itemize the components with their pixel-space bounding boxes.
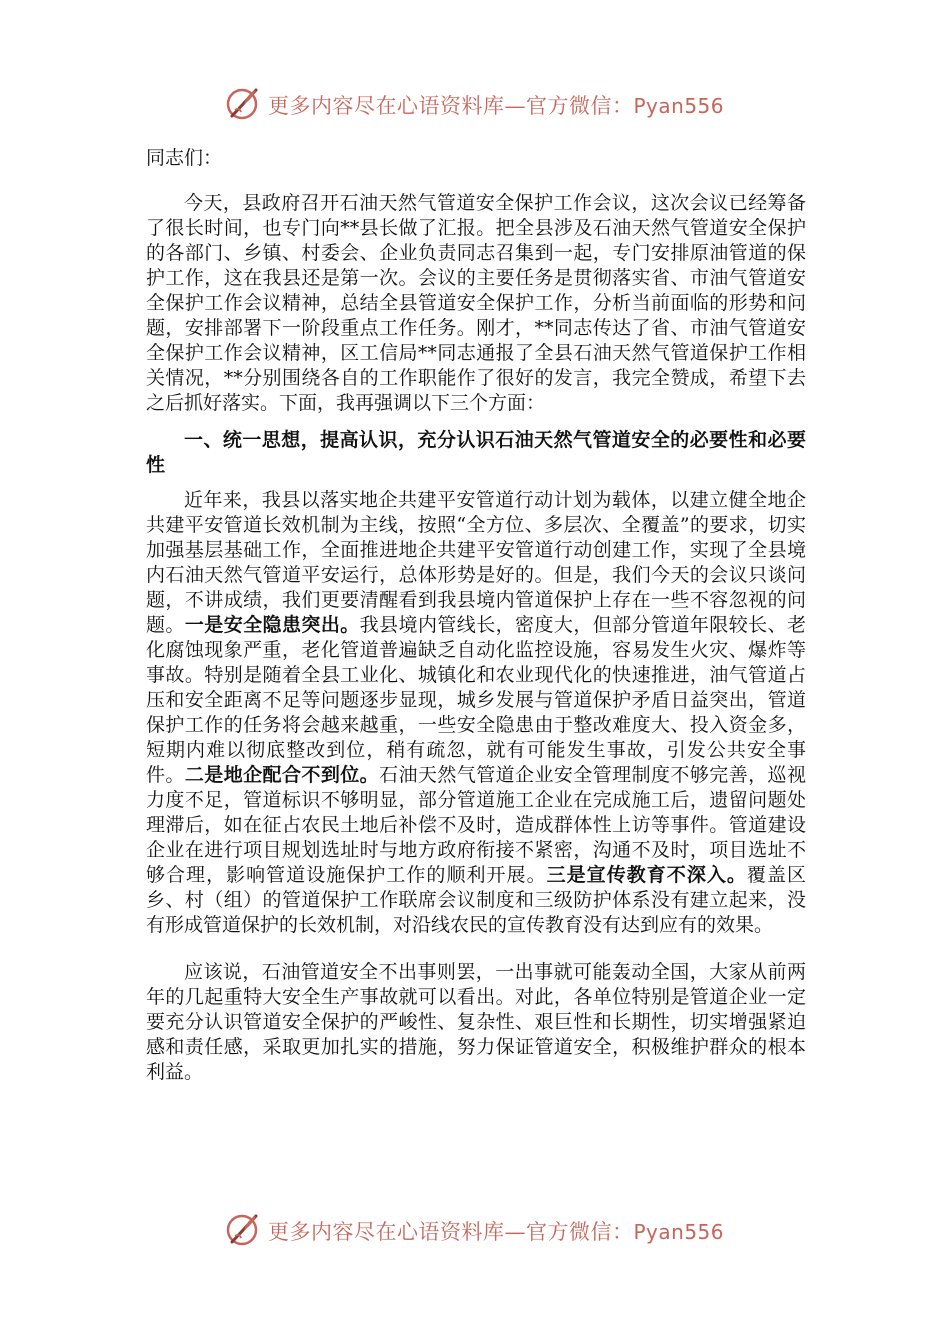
watermark-wechat-id: Pyan556 [633,94,725,118]
watermark-label: 更多内容尽在心语资料库—官方微信： [268,94,634,118]
problem-1-text: 我县境内管线长，密度大，但部分管道年限较长、老化腐蚀现象严重，老化管道普遍缺乏自动化监控设施，容易发生火灾、爆炸等事故。特别是随着全县工业化、城镇化和农业现代化的快速推进，油气管道占压和安全距离不足等问题逐步显现，城乡发展与管道保护矛盾日益突出，管道保护工作的任务将会越来越重，一些安全隐患由于整改难度大、投入资金多，短期内难以彻底整改到位，稍有疏忽，就有可能发生事故，引发公共安全事件。 [146,614,806,786]
watermark-label: 更多内容尽在心语资料库—官方微信： [268,1220,634,1244]
watermark-text [268,1216,724,1246]
intro-paragraph: 今天，县政府召开石油天然气管道安全保护工作会议，这次会议已经筹备了很长时间，也专门向**县长做了汇报。把全县涉及石油天然气管道安全保护的各部门、乡镇、村委会、企业负责同志召集到一起，专门安排原油管道的保护工作，这在我县还是第一次。会议的主要任务是贯彻落实省、市油气管道安全保护工作会议精神，总结全县管道安全保护工作，分析当前面临的形势和问题，安排部署下一阶段重点工作任务。刚才，**同志传达了省、市油气管道安全保护工作会议精神，区工信局**同志通报了全县石油天然气管道保护工作相关情况，**分别围绕各自的工作职能作了很好的发言，我完全赞成，希望下去之后抓好落实。下面，我再强调以下三个方面： [146,192,806,414]
problem-2-highlight: 二是地企配合不到位。 [184,764,380,786]
quill-logo-icon [226,1212,262,1248]
problem-2-text: 石油天然气管道企业安全管理制度不够完善，巡视力度不足，管道标识不够明显，部分管道施工企业在完成施工后，遗留问题处理滞后，如在征占农民土地后补偿不及时，造成群体性上访等事件。管道建设企业在进行项目规划选址时与地方政府衔接不紧密，沟通不及时，项目选址不够合理，影响管道设施保护工作的顺利开展。 [146,764,806,886]
problem-3-highlight: 三是宣传教育不深入。 [546,864,747,886]
watermark-text [268,90,724,120]
quill-logo-icon [226,86,262,122]
section-1-heading: 一、统一思想，提高认识，充分认识石油天然气管道安全的必要性和必要性 [146,429,806,476]
conclusion-paragraph: 应该说，石油管道安全不出事则罢，一出事就可能轰动全国，大家从前两年的几起重特大安全生产事故就可以看出。对此，各单位特别是管道企业一定要充分认识管道安全保护的严峻性、复杂性、艰巨性和长期性，切实增强紧迫感和责任感，采取更加扎实的措施，努力保证管道安全，积极维护群众的根本利益。 [146,961,806,1083]
watermark-wechat-id: Pyan556 [633,1220,725,1244]
problems-intro-text: 近年来，我县以落实地企共建平安管道行动计划为载体，以建立健全地企共建平安管道长效机制为主线，按照“全方位、多层次、全覆盖”的要求，切实加强基层基础工作，全面推进地企共建平安管道行动创建工作，实现了全县境内石油天然气管道平安运行，总体形势是好的。但是，我们今天的会议只谈问题，不讲成绩，我们更要清醒看到我县境内管道保护上存在一些不容忽视的问题。 [146,489,806,636]
problem-3-text: 覆盖区乡、村（组）的管道保护工作联席会议制度和三级防护体系没有建立起来，没有形成管道保护的长效机制，对沿线农民的宣传教育没有达到应有的效果。 [146,864,806,936]
document-body [146,146,806,1097]
problems-paragraph [146,488,806,938]
salutation: 同志们： [146,147,223,169]
problem-1-highlight: 一是安全隐患突出。 [184,614,360,636]
footer-watermark [0,1210,950,1250]
header-watermark [0,84,950,124]
